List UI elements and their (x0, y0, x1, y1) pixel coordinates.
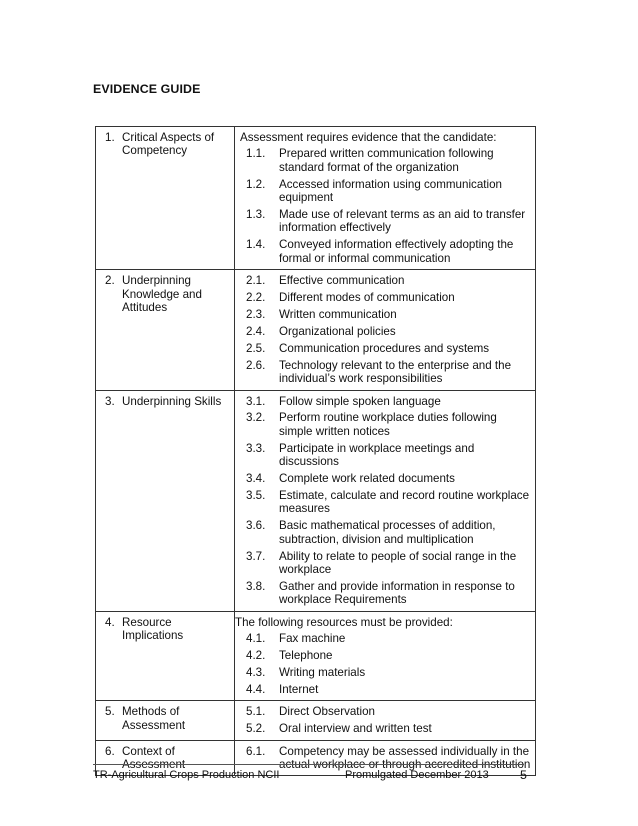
item-number: 3.5. (246, 488, 266, 502)
evidence-cell (235, 611, 536, 701)
item-number: 5.2. (246, 722, 266, 736)
item-text: Communication procedures and systems (279, 341, 490, 355)
item-text: Internet (279, 682, 319, 696)
list-item (235, 550, 531, 577)
aspect-number: 5. (105, 705, 115, 719)
list-item (235, 683, 531, 696)
aspect-text: Methods of Assessment (122, 705, 186, 732)
list-item (235, 325, 531, 338)
item-number: 3.3. (246, 441, 266, 455)
list-item (235, 274, 531, 287)
aspect-label (96, 616, 230, 643)
aspect-label (96, 395, 230, 408)
list-item (235, 208, 531, 235)
aspect-number: 2. (105, 274, 115, 288)
item-text: Gather and provide information in response to workplace Requirements (279, 579, 515, 607)
item-number: 1.2. (246, 177, 266, 191)
aspect-label (96, 131, 230, 158)
aspect-text: Underpinning Knowledge and Attitudes (122, 274, 202, 314)
list-item (235, 411, 531, 438)
evidence-intro: The following resources must be provided: (235, 615, 453, 629)
item-text: Competency may be assessed individually in the actual workplace or through accredited institution (279, 744, 531, 771)
aspect-number: 4. (105, 615, 115, 629)
list-item (235, 745, 531, 772)
page-number: 5 (520, 768, 527, 782)
evidence-cell (235, 270, 536, 390)
list-item (235, 649, 531, 662)
evidence-intro: Assessment requires evidence that the candidate: (240, 131, 497, 144)
list-item (235, 705, 531, 718)
item-text: Direct Observation (279, 705, 376, 719)
table-row (96, 390, 536, 611)
item-number: 6.1. (246, 744, 266, 758)
evidence-cell (235, 701, 536, 740)
list-item (235, 359, 531, 386)
item-number: 2.6. (246, 358, 266, 372)
aspect-text: Resource Implications (122, 615, 184, 643)
item-text: Participate in workplace meetings and discussions (279, 441, 475, 469)
item-number: 2.2. (246, 291, 266, 305)
page-title: EVIDENCE GUIDE (93, 82, 201, 96)
list-item (235, 147, 531, 174)
list-item (235, 442, 531, 469)
item-text: Oral interview and written test (279, 722, 432, 736)
item-number: 2.5. (246, 341, 266, 355)
evidence-cell (235, 390, 536, 611)
item-number: 4.3. (246, 665, 266, 679)
item-number: 2.1. (246, 274, 266, 288)
list-item (235, 519, 531, 546)
item-number: 5.1. (246, 705, 266, 719)
list-item (235, 489, 531, 516)
aspect-number: 3. (105, 394, 115, 408)
item-number: 3.2. (246, 411, 266, 425)
footer-document-title: TR-Agricultural Crops Production NCII (93, 769, 280, 781)
item-number: 3.6. (246, 519, 266, 533)
item-number: 3.8. (246, 579, 266, 593)
aspect-cell (96, 127, 235, 270)
aspect-label (96, 705, 230, 732)
list-item (235, 395, 531, 408)
item-text: Different modes of communication (279, 291, 455, 305)
aspect-cell (96, 611, 235, 701)
aspect-cell (96, 701, 235, 740)
aspect-number: 1. (105, 131, 115, 144)
evidence-guide-table (95, 126, 536, 776)
item-text: Effective communication (279, 274, 405, 288)
item-number: 4.4. (246, 682, 266, 696)
item-number: 2.4. (246, 324, 266, 338)
footer-divider (93, 764, 524, 765)
aspect-label (96, 745, 230, 772)
item-number: 4.1. (246, 632, 266, 646)
item-number: 2.3. (246, 307, 266, 321)
item-text: Accessed information using communication equipment (279, 177, 502, 205)
item-text: Follow simple spoken language (279, 394, 441, 408)
list-item (235, 580, 531, 607)
list-item (235, 472, 531, 485)
item-number: 3.7. (246, 549, 266, 563)
item-text: Writing materials (279, 665, 366, 679)
list-item (235, 308, 531, 321)
table-row (96, 611, 536, 701)
table-row (96, 270, 536, 390)
aspect-cell (96, 270, 235, 390)
item-text: Written communication (279, 307, 397, 321)
aspect-text: Critical Aspects of Competency (122, 131, 215, 158)
item-number: 3.1. (246, 394, 266, 408)
footer-promulgation-date: Promulgated December 2013 (345, 769, 489, 781)
list-item (235, 722, 531, 735)
table-row (96, 701, 536, 740)
item-text: Complete work related documents (279, 472, 455, 486)
item-text: Ability to relate to people of social range in the workplace (279, 549, 517, 576)
item-number: 3.4. (246, 472, 266, 486)
aspect-text: Underpinning Skills (122, 394, 222, 408)
item-text: Technology relevant to the enterprise and the individual’s work responsibilities (279, 358, 512, 386)
aspect-cell (96, 390, 235, 611)
aspect-label (96, 274, 230, 314)
list-item (235, 178, 531, 205)
item-number: 4.2. (246, 649, 266, 662)
item-text: Basic mathematical processes of addition, subtraction, division and multiplication (279, 519, 496, 546)
list-item (235, 291, 531, 304)
item-text: Telephone (279, 649, 333, 662)
item-text: Conveyed information effectively adopting the formal or informal communication (279, 238, 514, 265)
item-text: Estimate, calculate and record routine workplace measures (279, 488, 530, 516)
item-number: 1.1. (246, 147, 266, 161)
item-text: Organizational policies (279, 324, 396, 338)
list-item (235, 666, 531, 679)
evidence-guide-body (96, 127, 536, 776)
aspect-number: 6. (105, 744, 115, 758)
item-text: Made use of relevant terms as an aid to transfer information effectively (279, 208, 526, 235)
table-row (96, 127, 536, 270)
list-item (235, 342, 531, 355)
aspect-text: Context of Assessment (122, 744, 186, 771)
item-text: Perform routine workplace duties following simple written notices (279, 411, 497, 438)
evidence-cell (235, 127, 536, 270)
item-number: 1.4. (246, 238, 266, 252)
item-text: Prepared written communication following standard format of the organization (279, 147, 494, 174)
item-text: Fax machine (279, 632, 346, 646)
item-number: 1.3. (246, 208, 266, 222)
list-item (235, 632, 531, 645)
list-item (235, 238, 531, 265)
